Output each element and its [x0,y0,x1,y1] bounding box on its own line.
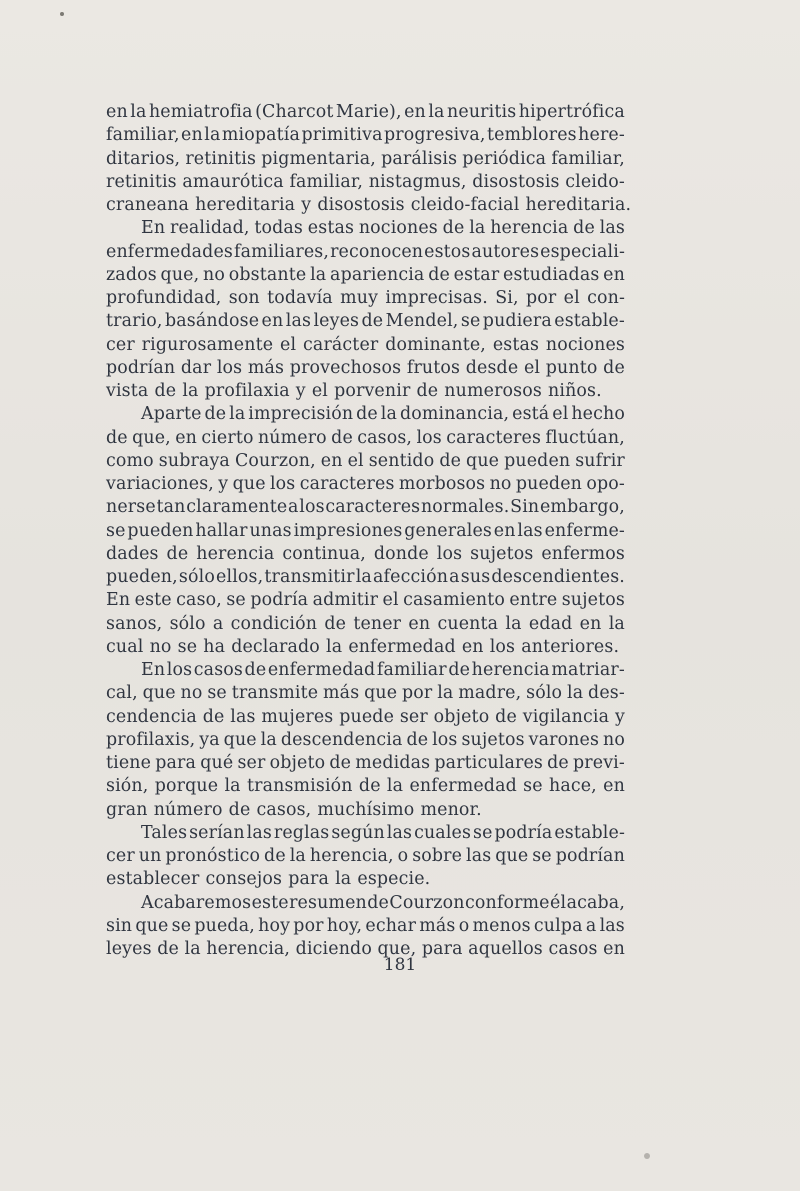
paragraph [106,892,625,962]
text-line: cer un pronóstico de la herencia, o sobre las que se podrían [106,846,625,866]
text-line: sin que se pueda, hoy por hoy, echar más o menos culpa a las [106,915,625,936]
page-number: 181 [383,955,417,975]
text-line: dades de herencia continua, donde los sujetos enfermos [106,543,625,564]
text-line: retinitis amaurótica familiar, nistagmus, disostosis cleido- [106,171,625,192]
ink-speck-top [60,12,64,16]
paragraph [106,101,632,217]
text-line: se pueden hallar unas impresiones generales en las enferme- [106,520,625,541]
text-line: cendencia de las mujeres puede ser objeto de vigilancia y [106,706,625,727]
text-line: gran número de casos, muchísimo menor. [106,799,482,820]
text-line: trario, basándose en las leyes de Mendel, se pudiera estable- [106,311,625,332]
text-line: En realidad, todas estas nociones de la herencia de las [141,218,625,239]
text-line: sión, porque la transmisión de la enfermedad se hace, en [106,776,625,797]
paragraph [106,403,625,659]
text-line: Acabaremos este resumen de Courzon conforme él acaba, [141,892,625,913]
text-line: como subraya Courzon, en el sentido de que pueden sufrir [106,450,625,471]
text-line: En los casos de enfermedad familiar de herencia matriar- [141,660,625,680]
text-line: variaciones, y que los caracteres morbosos no pueden opo- [106,474,625,494]
text-line: establecer consejos para la especie. [106,869,431,890]
text-line: Aparte de la imprecisión de la dominancia, está el hecho [141,404,625,425]
text-line: profilaxis, ya que la descendencia de los sujetos varones no [106,729,625,750]
ink-speck-bottom [644,1153,650,1159]
text-line: cal, que no se transmite más que por la madre, sólo la des- [106,683,625,704]
paragraph [106,659,625,822]
text-line: enfermedades familiares, reconocen estos autores especiali- [106,241,625,262]
text-line: pueden, sólo ellos, transmitir la afección a sus descendientes. [106,567,625,587]
body-text [106,101,632,961]
text-line: leyes de la herencia, diciendo que, para aquellos casos en [106,939,625,959]
text-line: cual no se ha declarado la enfermedad en los anteriores. [106,636,620,657]
text-line: tiene para qué ser objeto de medidas particulares de previ- [106,753,625,773]
text-line: zados que, no obstante la apariencia de estar estudiadas en [106,264,625,285]
text-line: profundidad, son todavía muy imprecisas. Si, por el con- [106,288,625,308]
text-line: nerse tan claramente a los caracteres normales. Sin embargo, [106,497,625,518]
paragraph [106,217,625,403]
paragraph [106,822,625,892]
text-line: sanos, sólo a condición de tener en cuenta la edad en la [106,613,625,634]
text-line: ditarios, retinitis pigmentaria, parálisis periódica familiar, [106,148,625,169]
text-line: craneana hereditaria y disostosis cleido-facial hereditaria. [106,195,632,215]
text-line: podrían dar los más provechosos frutos desde el punto de [106,357,625,378]
text-line: Tales serían las reglas según las cuales se podría estable- [141,822,625,843]
text-line: En este caso, se podría admitir el casamiento entre sujetos [106,590,625,611]
text-line: vista de la profilaxia y el porvenir de numerosos niños. [106,381,602,401]
text-line: cer rigurosamente el carácter dominante, estas nociones [106,334,625,355]
text-line: de que, en cierto número de casos, los caracteres fluctúan, [106,427,625,448]
text-line: familiar, en la miopatía primitiva progresiva, temblores here- [106,125,625,146]
text-line: en la hemiatrofia (Charcot Marie), en la neuritis hipertrófica [106,102,625,122]
